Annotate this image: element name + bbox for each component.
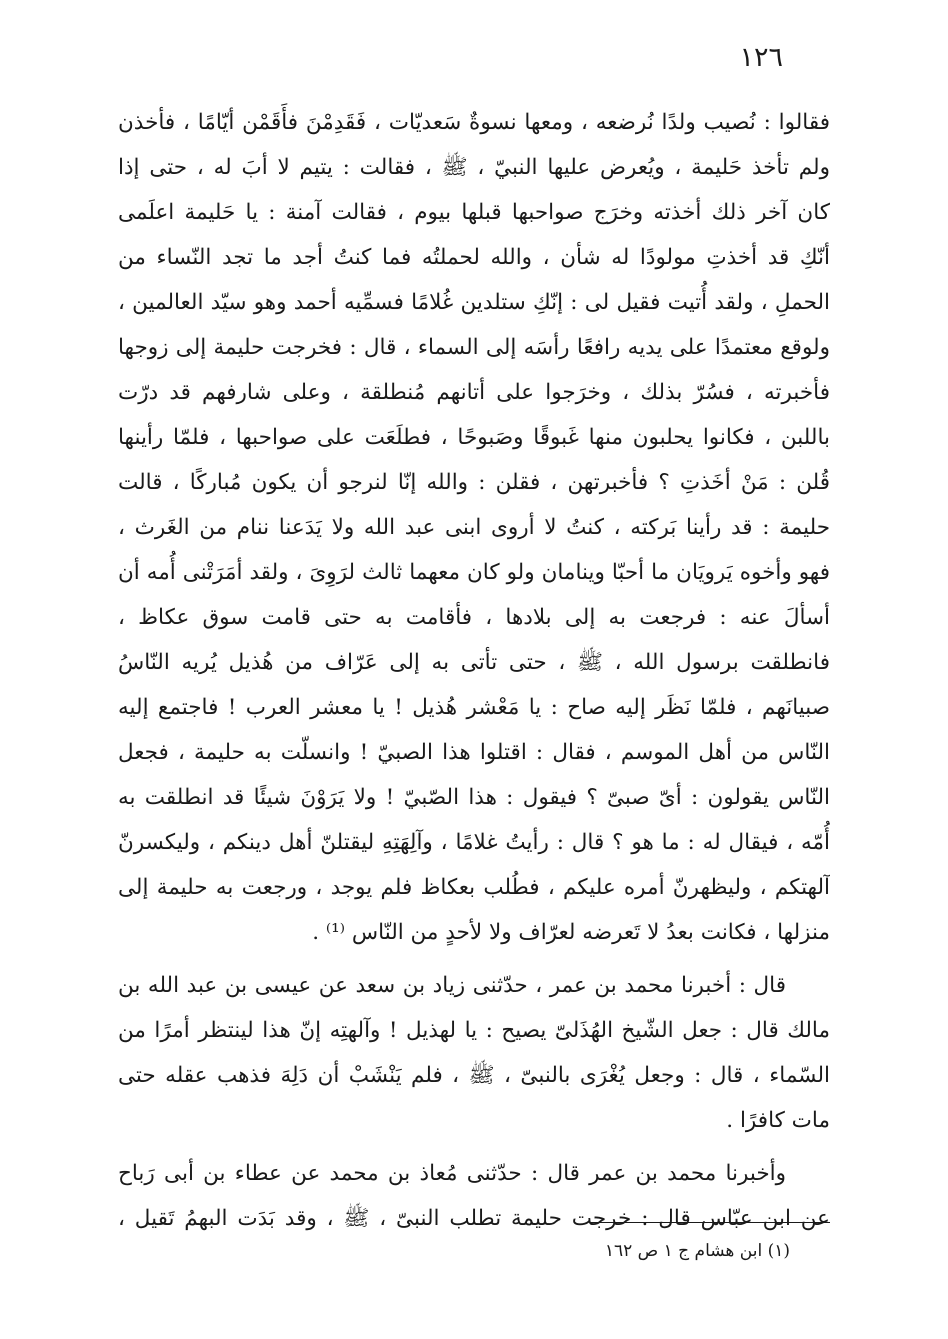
text-line: منزلها ، فكانت بعدُ لا تَعرضه لعرّاف ولا لأحدٍ من النّاس ⁽¹⁾ .	[312, 920, 830, 945]
paragraph	[118, 100, 830, 955]
text-line: مات كافرًا .	[726, 1108, 830, 1133]
text-line: أسألَ عنه : فرجعت به إلى بلادها ، فأقامت به حتى قامت سوق عكاظ ،	[118, 605, 830, 630]
text-line: ولوقع معتمدًا على يديه رافعًا رأسَه إلى السماء ، قال : فخرجت حليمة إلى زوجها	[118, 335, 830, 360]
text-line: ولم تأخذ حَليمة ، ويُعرض عليها النبيّ ، ﷺ ، فقالت : يتيم لا أبَ له ، حتى إذا	[118, 155, 830, 180]
text-line: قُلن : مَنْ أخَذتِ ؟ فأخبرتهن ، فقلن : والله إنّا لنرجو أن يكون مُباركًا ، قالت	[118, 470, 830, 495]
text-line: فقالوا : نُصيب ولدًا نُرضعه ، ومعها نسوةٌ سَعديّات ، فَقَدِمْنَ فأَقَمْن أيّامًا ، فأخذن	[118, 110, 830, 135]
text-line: فأخبرته ، فسُرّ بذلك ، وخرَجوا على أتانهم مُنطلقة ، وعلى شارفهم قد درّت	[118, 380, 830, 405]
text-line: فانطلقت برسول الله ، ﷺ ، حتى تأتى به إلى عَرّاف من هُذيل يُريه النّاسُ	[118, 650, 830, 675]
text-line: النّاس يقولون : أىّ صبىّ ؟ فيقول : هذا الصّبيّ ! ولا يَرَوْنَ شيئًا قد انطلقت به	[118, 785, 830, 810]
page-number: ١٢٦	[739, 42, 783, 73]
footnote: (١) ابن هشام ج ١ ص ١٦٢	[604, 1241, 790, 1261]
text-line: قال : أخبرنا محمد بن عمر ، حدّثنى زياد بن سعد عن عيسى بن عبد الله بن	[118, 973, 786, 998]
paragraph-gap	[118, 1143, 830, 1151]
text-line: السّماء ، قال : وجعل يُغْرَى بالنبىّ ، ﷺ ، فلم يَنْشَبْ أن دَلِهَ فذهب عقله حتى	[118, 1063, 830, 1088]
text-line: باللبن ، فكانوا يحلبون منها غَبوقًا وصَبوحًا ، فطلَعَت على صواحبها ، فلمّا رأينها	[118, 425, 830, 450]
text-line: وأخبرنا محمد بن عمر قال : حدّثنى مُعاذ بن محمد عن عطاء بن أبى رَباح	[118, 1161, 786, 1186]
text-line: صبيانَهم ، فلمّا نَظَر إليه صاح : يا مَعْشر هُذيل ! يا معشر العرب ! فاجتمع إليه	[118, 695, 830, 720]
text-line: آلهتكم ، وليظهرنّ أمره عليكم ، فطُلب بعكاظ فلم يوجد ، ورجعت به حليمة إلى	[118, 875, 830, 900]
text-line: حليمة : قد رأينا بَركته ، كنتُ لا أروى ابنى عبد الله ولا يَدَعنا ننام من الغَرث ،	[118, 515, 830, 540]
paragraph	[118, 1151, 830, 1241]
text-line: أنّكِ قد أخذتِ مولودًا له شأن ، والله لحملتُه فما كنتُ أجد ما تجد النّساء من	[118, 245, 830, 270]
paragraph	[118, 963, 830, 1143]
text-line: مالك قال : جعل الشّيخ الهُذَلىّ يصيح : يا لهذيل ! وآلهتِه إنّ هذا لينتظر أمرًا من	[118, 1018, 830, 1043]
text-line: عن ابن عبّاس قال : خرجت حليمة تطلب النبىّ ، ﷺ ، وقد بَدَت البهمُ تَقيل ،	[118, 1206, 830, 1231]
body-text	[118, 100, 830, 1241]
text-line: فهو وأخوه يَرويَان ما أحبّا وينامان ولو كان معهما ثالث لرَوِىَ ، ولقد أمَرَتْنى أُمه أن	[118, 560, 830, 585]
paragraph-gap	[118, 955, 830, 963]
text-line: كان آخر ذلك أخذته وخرَج صواحبها قبلها بيوم ، فقالت آمنة : يا حَليمة اعلَمى	[118, 200, 830, 225]
text-line: الحملِ ، ولقد أُتيت فقيل لى : إنّكِ ستلدين غُلامًا فسمِّيه أحمد وهو سيّد العالمين ،	[118, 290, 830, 315]
text-line: أُمّه ، فيقال له : ما هو ؟ قال : رأيتُ غلامًا ، وآلِهَتِهِ ليقتلنّ أهل دينكم ، وليكسرنّ	[118, 830, 830, 855]
footnote-divider	[590, 1222, 830, 1223]
text-line: النّاس من أهل الموسم ، فقال : اقتلوا هذا الصبيّ ! وانسلّت به حليمة ، فجعل	[118, 740, 830, 765]
